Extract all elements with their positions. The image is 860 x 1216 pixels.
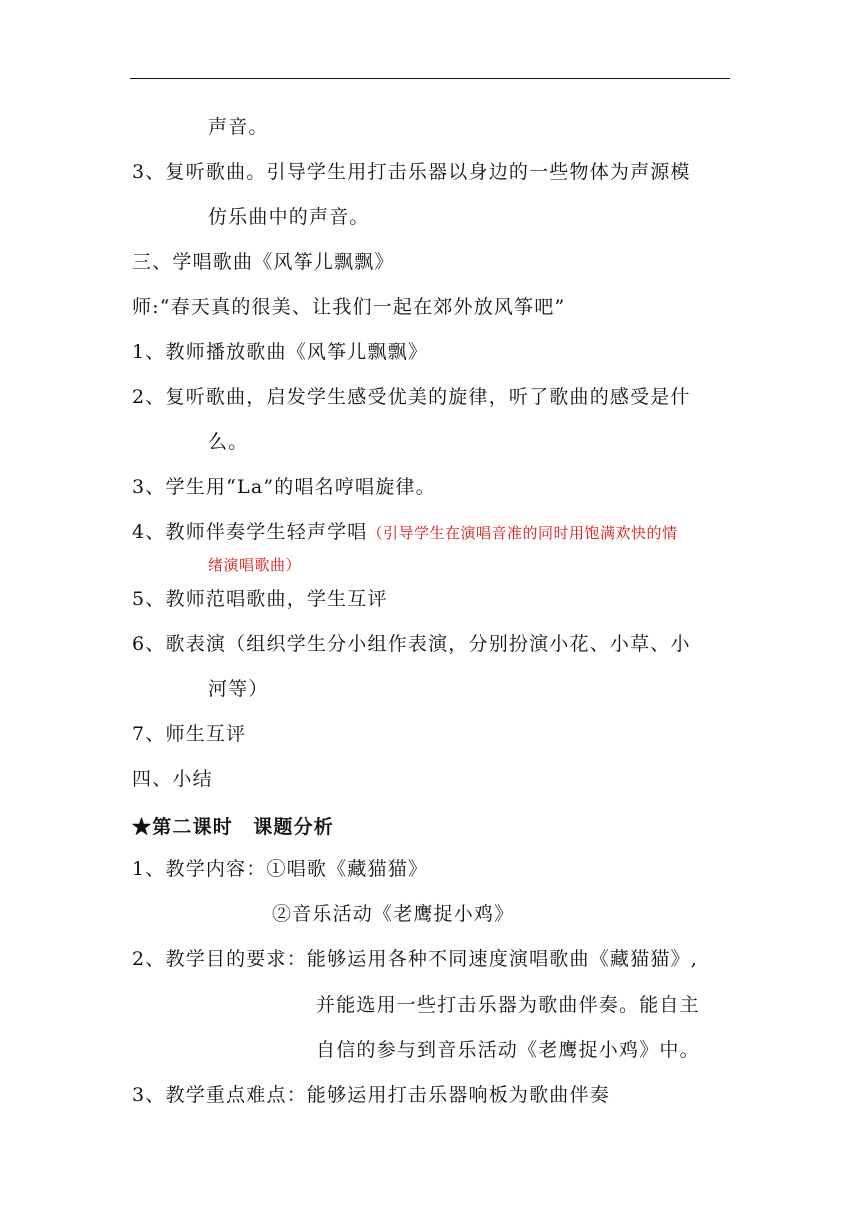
text-line: 么。 (208, 431, 249, 453)
text-line: 声音。 (208, 116, 269, 138)
header-rule (130, 78, 730, 79)
text-main: 4、教师伴奏学生轻声学唱 (132, 521, 368, 543)
text-line: 2、教学目的要求：能够运用各种不同速度演唱歌曲《藏猫猫》, (132, 948, 698, 970)
text-line: 1、教师播放歌曲《风筝儿飘飘》 (132, 341, 429, 363)
text-line: 3、教学重点难点：能够运用打击乐器响板为歌曲伴奏 (132, 1084, 610, 1106)
text-line: 1、教学内容：①唱歌《藏猫猫》 (132, 858, 429, 880)
text-line: 6、歌表演（组织学生分小组作表演，分别扮演小花、小草、小 (132, 633, 691, 655)
text-line: 2、复听歌曲，启发学生感受优美的旋律，听了歌曲的感受是什 (132, 386, 691, 408)
text-line: 仿乐曲中的声音。 (208, 206, 370, 228)
text-line: 师:“春天真的很美、让我们一起在郊外放风筝吧” (132, 296, 566, 318)
section-heading: 四、小结 (132, 768, 213, 790)
text-line: 3、学生用“La”的唱名哼唱旋律。 (132, 476, 436, 498)
text-line: ②音乐活动《老鹰捉小鸡》 (272, 903, 515, 925)
text-line (132, 519, 678, 546)
lesson-heading: ★第二课时 课题分析 (132, 816, 335, 838)
text-line: 并能选用一些打击乐器为歌曲伴奏。能自主 (316, 994, 700, 1016)
section-heading: 三、学唱歌曲《风筝儿飘飘》 (132, 251, 395, 273)
text-line: 自信的参与到音乐活动《老鹰捉小鸡》中。 (316, 1039, 700, 1061)
text-line: 7、师生互评 (132, 723, 247, 745)
text-line: 5、教师范唱歌曲，学生互评 (132, 588, 388, 610)
red-note: （引导学生在演唱音准的同时用饱满欢快的情 (367, 524, 678, 542)
text-line: 3、复听歌曲。引导学生用打击乐器以身边的一些物体为声源模 (132, 161, 691, 183)
text-line: 河等） (208, 678, 269, 700)
red-note-cont: 绪演唱歌曲） (208, 556, 302, 574)
